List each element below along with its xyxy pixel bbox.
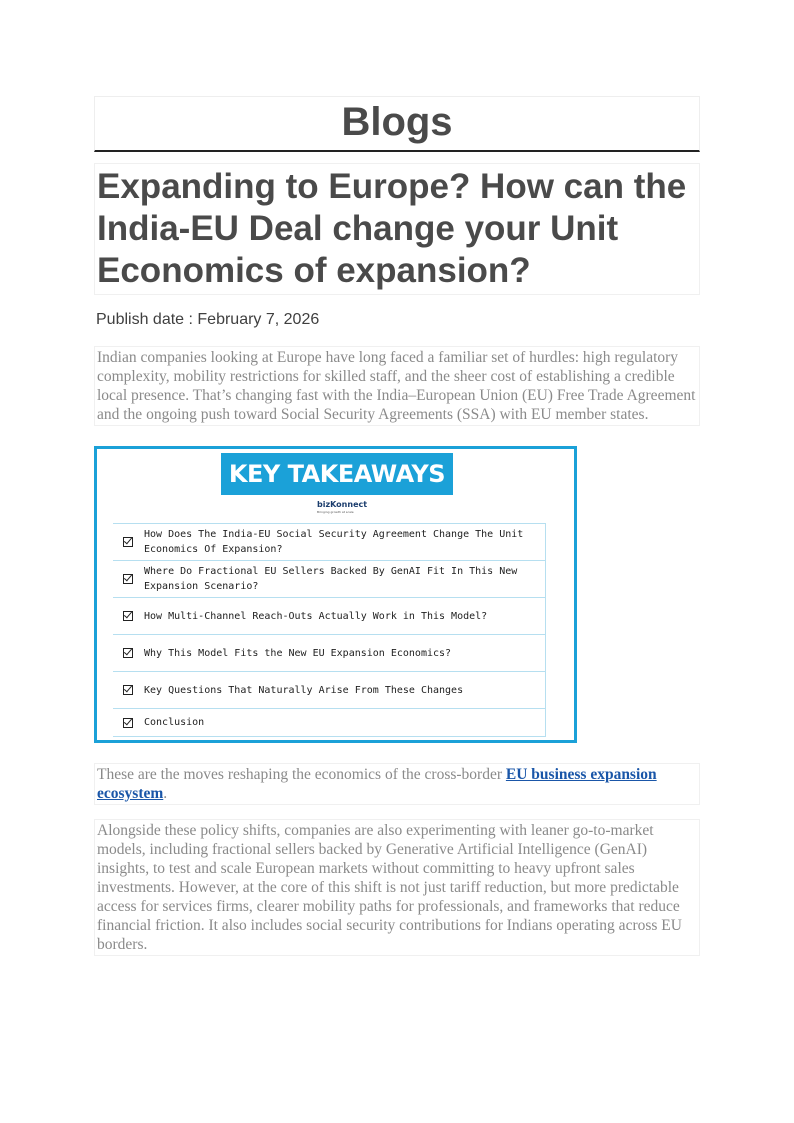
eu-expansion-link[interactable]: EU business expansion ecosystem <box>97 766 657 802</box>
blogs-header <box>94 96 700 152</box>
checkbox-icon <box>123 574 133 584</box>
key-takeaways-image <box>94 446 577 743</box>
checkbox-icon <box>123 718 133 728</box>
article-headline: Expanding to Europe? How can the India-EU Deal change your Unit Economics of expansion? <box>97 167 687 290</box>
headline-box <box>94 163 700 295</box>
moves-box <box>94 763 700 805</box>
moves-paragraph <box>97 765 697 803</box>
page-title: Blogs <box>341 100 453 144</box>
intro-paragraph: Indian companies looking at Europe have long faced a familiar set of hurdles: high regulatory complexity, mobility restrictions for skilled staff, and the sheer cost of establishing a credible local presence. That’s changing fast with the India–European Union (EU) Free Trade Agreement and the ongoing push toward Social Security Agreements (SSA) with EU member states. <box>97 349 696 423</box>
takeaway-item[interactable] <box>113 524 546 561</box>
takeaway-item[interactable] <box>113 561 546 598</box>
moves-end: . <box>163 785 168 802</box>
takeaway-item[interactable] <box>113 709 546 737</box>
alongside-box <box>94 819 700 956</box>
key-takeaways-banner: KEY TAKEAWAYS <box>221 453 453 495</box>
checkbox-icon <box>123 648 133 658</box>
brand-logo-text: bizKonnect <box>317 500 368 509</box>
takeaway-text: Why This Model Fits the New EU Expansion Economics? <box>144 647 452 659</box>
alongside-paragraph: Alongside these policy shifts, companies are also experimenting with leaner go-to-market models, including fractional sellers backed by Generative Artificial Intelligence (GenAI) insights, to test and scale European markets without committing to heavy upfront sales investments. However, at the core of this shift is not just tariff reduction, but more predictable access for services firms, clearer mobility paths for professionals, and frameworks that reduce financial friction. It also includes social security contributions for Indians operating across EU borders. <box>97 822 682 953</box>
takeaway-item[interactable] <box>113 635 546 672</box>
brand-logo-tagline: Bringing growth at scale <box>317 510 354 514</box>
takeaway-item[interactable] <box>113 598 546 635</box>
takeaway-text: Conclusion <box>144 717 205 728</box>
key-takeaways-list <box>113 523 546 737</box>
checkbox-icon <box>123 611 133 621</box>
moves-text: These are the moves reshaping the economics of the cross-border <box>97 766 506 783</box>
takeaway-text: Key Questions That Naturally Arise From These Changes <box>144 684 464 696</box>
takeaway-text: How Does The India-EU Social Security Agreement Change The Unit Economics Of Expansion? <box>144 529 524 555</box>
takeaway-item[interactable] <box>113 672 546 709</box>
intro-box <box>94 346 700 426</box>
takeaway-text: Where Do Fractional EU Sellers Backed By GenAI Fit In This New Expansion Scenario? <box>144 566 518 592</box>
publish-date: Publish date : February 7, 2026 <box>96 311 320 328</box>
brand-logo <box>317 500 368 516</box>
checkbox-icon <box>123 685 133 695</box>
takeaway-text: How Multi-Channel Reach-Outs Actually Work in This Model? <box>144 610 488 622</box>
checkbox-icon <box>123 537 133 547</box>
blog-page <box>94 96 700 956</box>
